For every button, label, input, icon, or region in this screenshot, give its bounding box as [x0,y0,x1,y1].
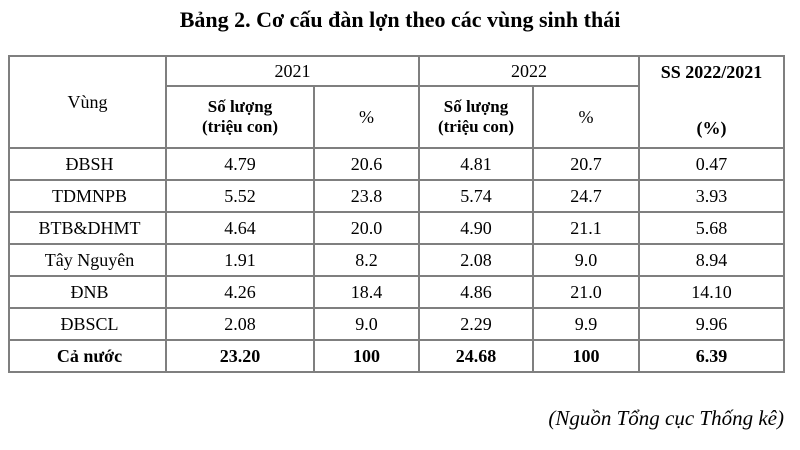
region-cell: TDMNPB [9,180,166,212]
table-row [9,308,784,340]
qty-2022-cell: 4.90 [419,212,533,244]
table-row [9,180,784,212]
header-row-groups [9,56,784,86]
qty-2022-cell: 24.68 [419,340,533,372]
ss-cell: 3.93 [639,180,784,212]
ss-cell: 6.39 [639,340,784,372]
pct-2021-cell: 23.8 [314,180,419,212]
pct-2022-cell: 9.9 [533,308,639,340]
region-cell: Cả nước [9,340,166,372]
qty-header-line1: Số lượng [207,97,273,117]
ss-cell: 9.96 [639,308,784,340]
pct-2022-cell: 21.1 [533,212,639,244]
qty-2022-cell: 2.08 [419,244,533,276]
qty-2022-cell: 5.74 [419,180,533,212]
qty-2021-cell: 2.08 [166,308,314,340]
column-group-2021: 2021 [166,56,419,86]
pct-2022-cell: 21.0 [533,276,639,308]
ss-header-unit: (%) [696,118,727,138]
qty-2021-cell: 1.91 [166,244,314,276]
pct-2022-cell: 24.7 [533,180,639,212]
table-row [9,212,784,244]
qty-2022-cell: 2.29 [419,308,533,340]
table-row [9,244,784,276]
column-header-pct-2021: % [314,86,419,148]
pct-2021-cell: 9.0 [314,308,419,340]
column-header-pct-2022: % [533,86,639,148]
table-row [9,148,784,180]
pct-2021-cell: 8.2 [314,244,419,276]
qty-2021-cell: 4.79 [166,148,314,180]
qty-2022-cell: 4.86 [419,276,533,308]
pig-herd-structure-table [8,55,785,373]
pct-2022-cell: 20.7 [533,148,639,180]
region-cell: BTB&DHMT [9,212,166,244]
region-cell: Tây Nguyên [9,244,166,276]
qty-2021-cell: 4.26 [166,276,314,308]
ss-cell: 14.10 [639,276,784,308]
table-row-total [9,340,784,372]
column-header-qty-2022 [419,86,533,148]
table-row [9,276,784,308]
column-group-2022: 2022 [419,56,639,86]
ss-header-label: SS 2022/2021 [660,62,763,82]
qty-header-line2: (triệu con) [437,117,514,136]
region-cell: ĐBSCL [9,308,166,340]
pct-2021-cell: 20.6 [314,148,419,180]
qty-2021-cell: 23.20 [166,340,314,372]
pct-2022-cell: 100 [533,340,639,372]
qty-2022-cell: 4.81 [419,148,533,180]
column-header-qty-2021 [166,86,314,148]
pct-2021-cell: 20.0 [314,212,419,244]
pct-2021-cell: 18.4 [314,276,419,308]
qty-header-line2: (triệu con) [201,117,278,136]
ss-cell: 5.68 [639,212,784,244]
pct-2021-cell: 100 [314,340,419,372]
pct-2022-cell: 9.0 [533,244,639,276]
source-note: (Nguồn Tổng cục Thống kê) [548,406,784,430]
table-title: Bảng 2. Cơ cấu đàn lợn theo các vùng sinh thái [179,7,621,32]
ss-header-content [640,59,783,145]
column-header-region: Vùng [9,56,166,148]
qty-header-line1: Số lượng [443,97,509,117]
ss-cell: 0.47 [639,148,784,180]
region-cell: ĐNB [9,276,166,308]
region-cell: ĐBSH [9,148,166,180]
column-header-ss [639,56,784,148]
qty-2021-cell: 5.52 [166,180,314,212]
qty-2021-cell: 4.64 [166,212,314,244]
ss-cell: 8.94 [639,244,784,276]
